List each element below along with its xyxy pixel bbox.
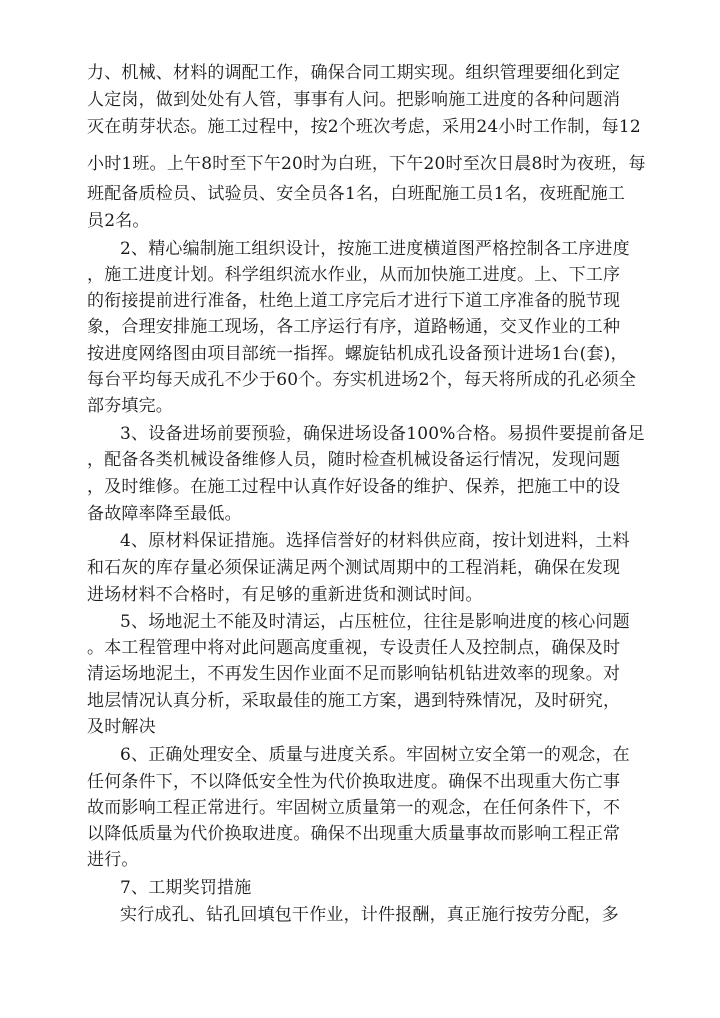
- text-line: 象，合理安排施工现场，各工序运行有序，道路畅通，交叉作业的工种: [87, 317, 621, 337]
- text-line: 2、精心编制施工组织设计，按施工进度横道图严格控制各工序进度: [120, 239, 630, 259]
- text-line: 进场材料不合格时，有足够的重新进货和测试时间。: [87, 585, 483, 605]
- text-line: 地层情况认真分析，采取最佳的施工方案，遇到特殊情况，及时研究，: [87, 691, 621, 711]
- text-line: 任何条件下，不以降低安全性为代价换取进度。确保不出现重大伤亡事: [87, 772, 621, 792]
- text-line: 灭在萌芽状态。施工过程中，按2个班次考虑，采用24小时工作制，每12: [87, 117, 641, 137]
- text-line: 故而影响工程正常进行。牢固树立质量第一的观念，在任何条件下，不: [87, 798, 621, 818]
- text-line: 按进度网络图由项目部统一指挥。螺旋钻机成孔设备预计进场1台(套)，: [87, 344, 628, 364]
- text-line: 备故障率降至最低。: [87, 504, 242, 524]
- text-line: 部夯填完。: [87, 396, 173, 416]
- text-line: ，配备各类机械设备维修人员，随时检查机械设备运行情况，发现问题: [87, 450, 621, 470]
- text-line: 4、原材料保证措施。选择信誉好的材料供应商，按计划进料，土料: [120, 531, 630, 551]
- text-line: 小时1班。上午8时至下午20时为白班，下午20时至次日晨8时为夜班，每: [87, 154, 646, 174]
- text-line: 每台平均每天成孔不少于60个。夯实机进场2个，每天将所成的孔必须全: [87, 370, 637, 390]
- text-line: 人定岗，做到处处有人管，事事有人问。把影响施工进度的各种问题消: [87, 90, 621, 110]
- text-line: 实行成孔、钻孔回填包干作业，计件报酬，真正施行按劳分配，多: [120, 905, 619, 925]
- text-line: 班配备质检员、试验员、安全员各1名，白班配施工员1名，夜班配施工: [87, 184, 626, 204]
- text-line: 和石灰的库存量必须保证满足两个测试周期中的工程消耗，确保在发现: [87, 558, 621, 578]
- text-line: 6、正确处理安全、质量与进度关系。牢固树立安全第一的观念，在: [120, 745, 630, 765]
- text-line: 力、机械、材料的调配工作，确保合同工期实现。组织管理要细化到定: [87, 63, 621, 83]
- text-line: 清运场地泥土，不再发生因作业面不足而影响钻机钻进效率的现象。对: [87, 664, 621, 684]
- text-line: 3、设备进场前要预验，确保进场设备100%合格。易损件要提前备足: [120, 424, 645, 444]
- text-line: 及时解决: [87, 717, 156, 737]
- text-line: ，施工进度计划。科学组织流水作业，从而加快施工进度。上、下工序: [87, 265, 621, 285]
- text-line: 。本工程管理中将对此问题高度重视，专设责任人及控制点，确保及时: [87, 638, 621, 658]
- text-line: 的衔接提前进行准备，杜绝上道工序完后才进行下道工序准备的脱节现: [87, 291, 621, 311]
- text-line: 员2名。: [87, 211, 150, 231]
- text-line: 以降低质量为代价换取进度。确保不出现重大质量事故而影响工程正常: [87, 824, 621, 844]
- text-line: 进行。: [87, 850, 139, 870]
- text-line: 5、场地泥土不能及时清运，占压桩位，往往是影响进度的核心问题: [120, 612, 630, 632]
- text-line: 7、工期奖罚措施: [120, 878, 252, 898]
- text-line: ，及时维修。在施工过程中认真作好设备的维护、保养，把施工中的设: [87, 477, 621, 497]
